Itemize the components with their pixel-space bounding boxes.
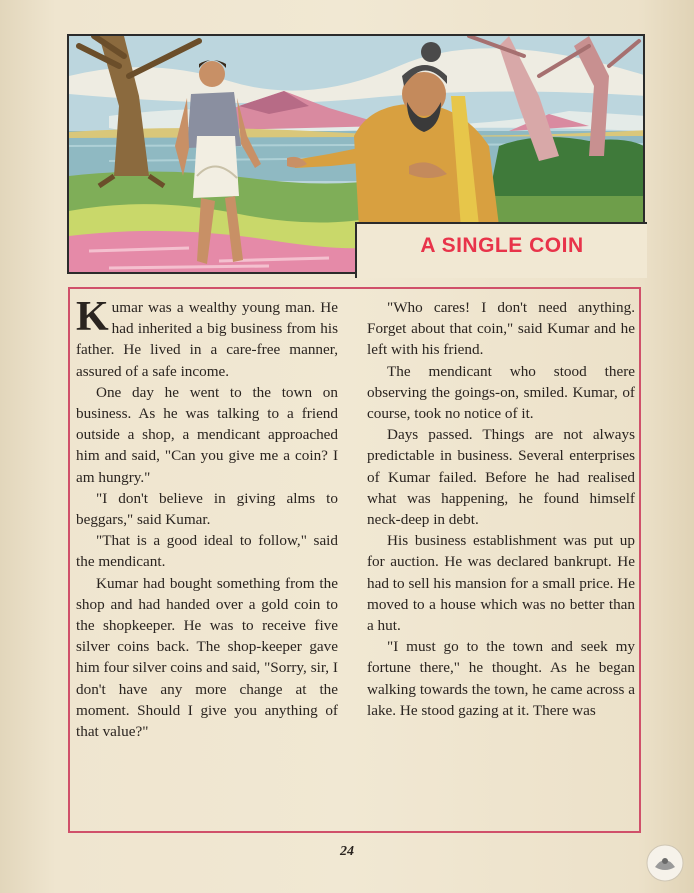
title-panel <box>355 222 647 278</box>
paragraph: Kumar had bought something from the shop and had handed over a gold coin to the shopkeeper. He was to receive five silver coins back. The shop-keeper gave him four silver coins and said, "Sorry, sir, I don't have any more change at the moment. Should I give you anything of that value?" <box>76 574 338 741</box>
story-text-frame <box>68 287 641 833</box>
paragraph: "That is a good ideal to follow," said the mendicant. <box>76 532 338 571</box>
paragraph: Days passed. Things are not always predictable in business. Several enterprises of Kumar failed. Before he had realised what was happening, he found himself neck-deep in debt. <box>367 426 635 529</box>
right-column <box>367 297 635 721</box>
story-title: A SINGLE COIN <box>420 234 584 257</box>
paragraph: The mendicant who stood there observing the goings-on, smiled. Kumar, of course, took no notice of it. <box>367 362 635 423</box>
paragraph-text: umar was a wealthy young man. He had inherited a big business from his father. He lived in a care-free manner, assured of a safe income. <box>76 299 338 380</box>
paragraph: "Who cares! I don't need anything. Forget about that coin," said Kumar and he left with his friend. <box>367 299 635 359</box>
paragraph: His business establishment was put up for auction. He was declared bankrupt. He had to sell his mansion for a small price. He moved to a house which was no better than a hut. <box>367 532 635 635</box>
paragraph: "I must go to the town and seek my fortune there," he thought. As he began walking towards the town, he came across a lake. He stood gazing at it. There was <box>367 638 635 719</box>
left-column <box>76 294 338 742</box>
paragraph <box>76 294 338 382</box>
page-number: 24 <box>340 844 354 859</box>
drop-cap: K <box>76 294 109 340</box>
watermark-logo-icon <box>645 843 685 883</box>
paragraph: One day he went to the town on business. As he was talking to a friend outside a shop, a mendicant approached him and said, "Can you give me a coin? I am hungry." <box>76 383 338 486</box>
paragraph: "I don't believe in giving alms to beggars," said Kumar. <box>76 489 338 529</box>
